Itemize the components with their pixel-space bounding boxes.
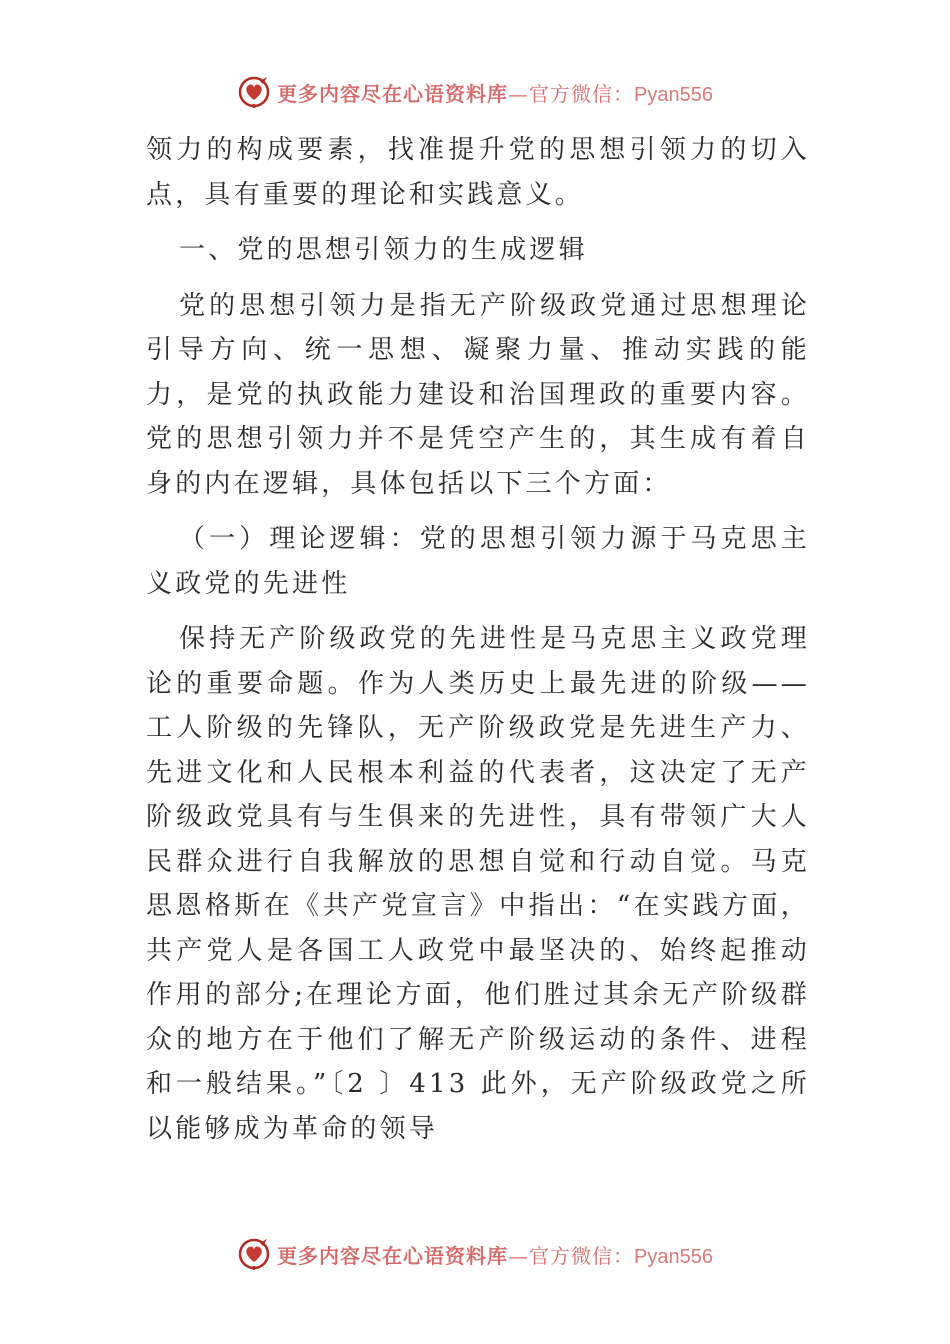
footer-banner <box>0 1232 950 1276</box>
header-banner-text <box>277 78 713 107</box>
document-body <box>146 128 810 1162</box>
header-wechat-id: Pyan556 <box>634 83 713 106</box>
footer-wechat-label: 官方微信： <box>529 1243 635 1268</box>
subsection-heading: （一）理论逻辑：党的思想引领力源于马克思主义政党的先进性 <box>146 524 810 599</box>
header-wechat-label: 官方微信： <box>529 81 635 106</box>
section-heading: 一、党的思想引领力的生成逻辑 <box>179 235 588 265</box>
paragraph-continuation: 领力的构成要素，找准提升党的思想引领力的切入点，具有重要的理论和实践意义。 <box>146 135 810 210</box>
heart-pen-logo-icon <box>237 75 271 109</box>
header-brand-text: 更多内容尽在心语资料库 <box>277 81 509 106</box>
footer-banner-text <box>277 1240 713 1269</box>
footer-dash: — <box>508 1243 530 1268</box>
header-banner <box>0 70 950 114</box>
heart-pen-logo-icon <box>237 1237 271 1271</box>
footer-wechat-id: Pyan556 <box>634 1245 713 1268</box>
paragraph: 党的思想引领力是指无产阶级政党通过思想理论引导方向、统一思想、凝聚力量、推动实践的能力，是党的执政能力建设和治国理政的重要内容。党的思想引领力并不是凭空产生的，其生成有着自身的内在逻辑，具体包括以下三个方面： <box>146 290 810 499</box>
header-dash: — <box>508 81 530 106</box>
footer-brand-text: 更多内容尽在心语资料库 <box>277 1243 509 1268</box>
paragraph: 保持无产阶级政党的先进性是马克思主义政党理论的重要命题。作为人类历史上最先进的阶级——工人阶级的先锋队，无产阶级政党是先进生产力、先进文化和人民根本利益的代表者，这决定了无产阶级政党具有与生俱来的先进性，具有带领广大人民群众进行自我解放的思想自觉和行动自觉。马克思恩格斯在《共产党宣言》中指出：“在实践方面，共产党人是各国工人政党中最坚决的、始终起推动作用的部分;在理论方面，他们胜过其余无产阶级群众的地方在于他们了解无产阶级运动的条件、进程和一般结果。”〔2 〕413 此外，无产阶级政党之所以能够成为革命的领导 <box>146 624 810 1144</box>
